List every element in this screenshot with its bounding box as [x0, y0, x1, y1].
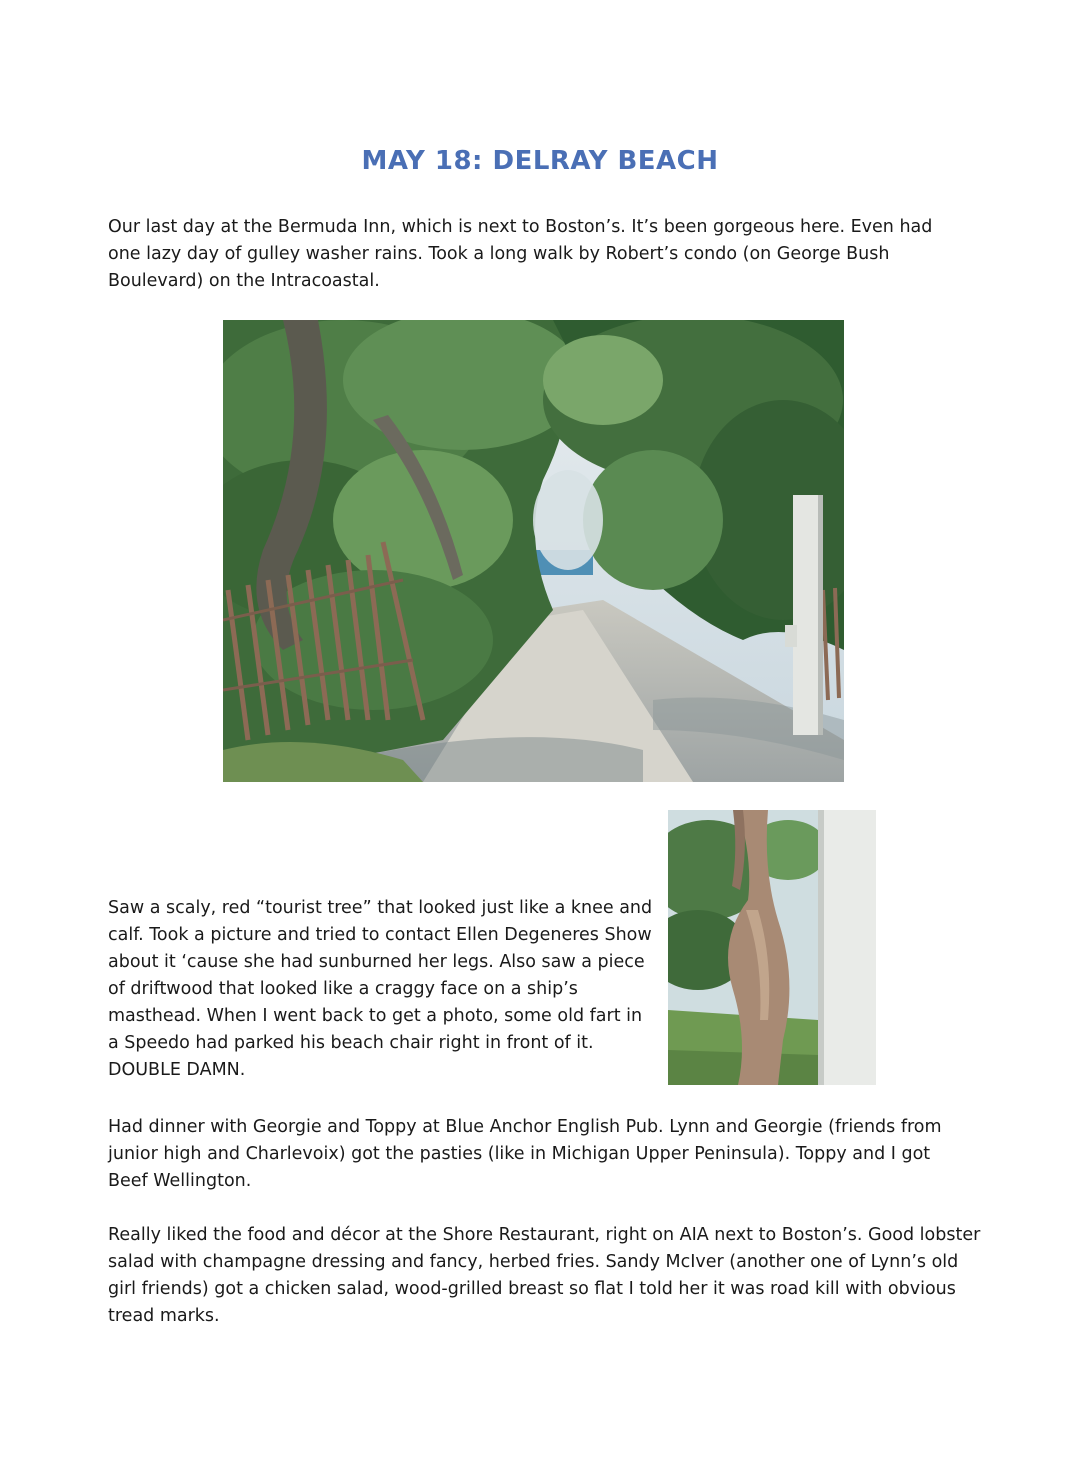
- page-title: MAY 18: DELRAY BEACH: [361, 146, 719, 176]
- tourist-tree-paragraph: Saw a scaly, red “tourist tree” that looked just like a knee and calf. Took a picture and tried to contact Ellen Degeneres Show about it ‘cause she had sunburned her legs. Also saw a piece of driftwood that looked like a craggy face on a ship’s masthead. When I went back to get a photo, some old fart in a Speedo had parked his beach chair right in front of it. DOUBLE DAMN.: [108, 898, 653, 1080]
- dinner-paragraph: Had dinner with Georgie and Toppy at Blue Anchor English Pub. Lynn and Georgie (friends from junior high and Charlevoix) got the pasties (like in Michigan Upper Peninsula). Toppy and I got Beef Wellington.: [108, 1117, 942, 1191]
- tourist-tree-photo: [668, 810, 876, 1085]
- intro-paragraph: Our last day at the Bermuda Inn, which is next to Boston’s. It’s been gorgeous here. Even had one lazy day of gulley washer rains. Took a long walk by Robert’s condo (on George Bush Boulevard) on the Intracoastal.: [108, 217, 933, 291]
- beach-path-photo: [223, 320, 844, 782]
- shore-restaurant-paragraph: Really liked the food and décor at the Shore Restaurant, right on AIA next to Boston’s. Good lobster salad with champagne dressing and fancy, herbed fries. Sandy McIver (another one of Lynn’s old girl friends) got a chicken salad, wood-grilled breast so flat I told her it was road kill with obvious tread marks.: [108, 1225, 981, 1326]
